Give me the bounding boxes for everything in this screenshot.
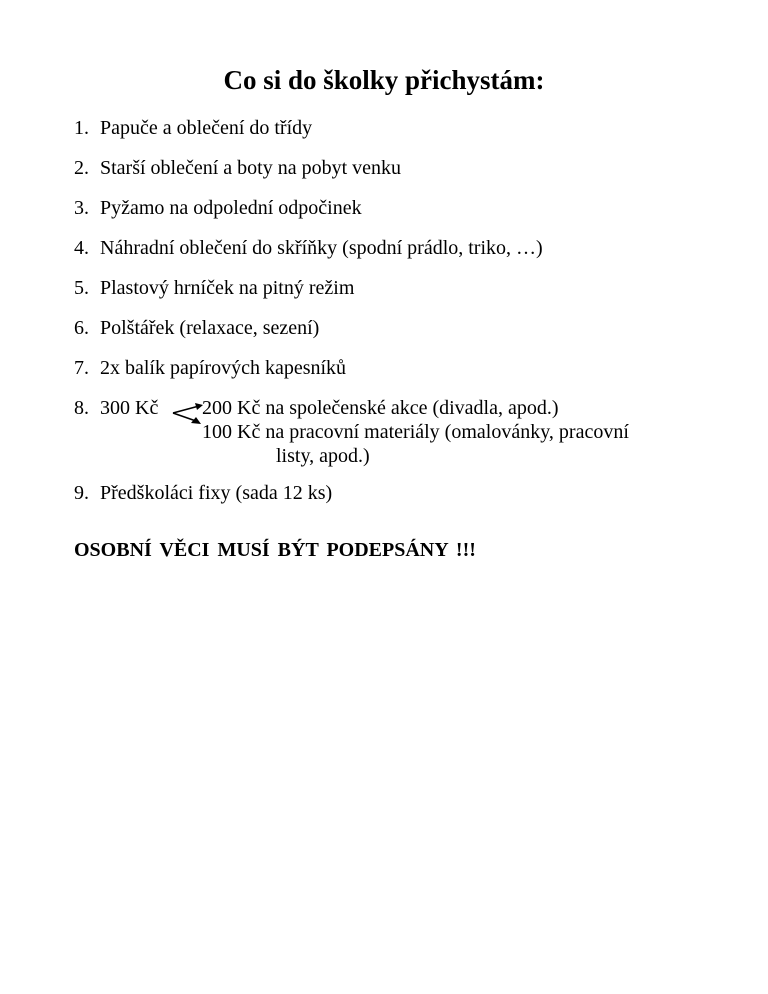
item-number: 3. — [74, 197, 89, 219]
item-number: 8. — [74, 397, 89, 419]
money-split-line-3: listy, apod.) — [276, 445, 370, 467]
list-item — [74, 196, 362, 220]
item-text: Pyžamo na odpolední odpočinek — [100, 197, 362, 219]
list-item — [74, 156, 401, 180]
item-number: 4. — [74, 237, 89, 259]
item-number: 1. — [74, 117, 89, 139]
money-split-line-1: 200 Kč na společenské akce (divadla, apod.) — [202, 397, 559, 419]
split-arrow-icon — [172, 399, 204, 429]
item-number: 2. — [74, 157, 89, 179]
list-item — [74, 396, 158, 420]
list-item — [74, 481, 332, 505]
item-text: Papuče a oblečení do třídy — [100, 117, 313, 139]
item-text: Plastový hrníček na pitný režim — [100, 277, 355, 299]
item-text: Předškoláci fixy (sada 12 ks) — [100, 482, 333, 504]
page-title: Co si do školky přichystám: — [223, 65, 545, 95]
list-item — [74, 356, 346, 380]
list-item — [74, 276, 354, 300]
item-text: Náhradní oblečení do skříňky (spodní prádlo, triko, …) — [100, 237, 543, 259]
list-item — [74, 236, 543, 260]
item-text: Starší oblečení a boty na pobyt venku — [100, 157, 402, 179]
list-item — [74, 116, 312, 140]
item-number: 7. — [74, 357, 89, 379]
item-text: 300 Kč — [100, 397, 159, 419]
item-text: 2x balík papírových kapesníků — [100, 357, 347, 379]
item-number: 5. — [74, 277, 89, 299]
item-number: 9. — [74, 482, 89, 504]
item-text: Polštářek (relaxace, sezení) — [100, 317, 320, 339]
money-split-line-2: 100 Kč na pracovní materiály (omalovánky, pracovní — [202, 421, 629, 443]
notice-text: OSOBNÍ VĚCI MUSÍ BÝT PODEPSÁNY !!! — [74, 539, 476, 561]
list-item — [74, 316, 319, 340]
item-number: 6. — [74, 317, 89, 339]
